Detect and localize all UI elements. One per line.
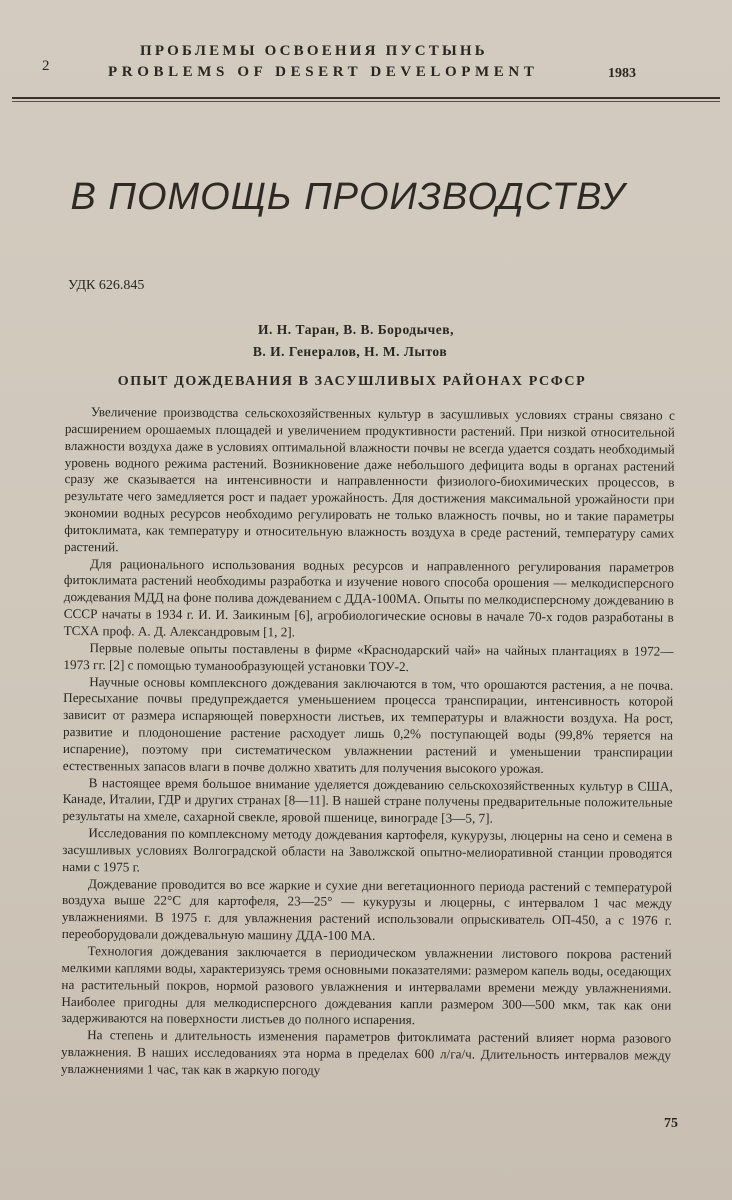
- footer-page-number: 75: [664, 1116, 678, 1131]
- journal-title-en: PROBLEMS OF DESERT DEVELOPMENT: [108, 64, 539, 80]
- paragraph: На степень и длительность изменения параметров фитоклимата растений влияет норма разового увлажнения. В наших исследованиях эта норма в пределах 600 л/га/ч. Длительность интервалов между увлажнениями 1 час, так как в жаркую погоду: [60, 1027, 672, 1078]
- udc-code: УДК 626.845: [68, 278, 145, 293]
- header-rule: [12, 97, 720, 99]
- paragraph: Увеличение производства сельскохозяйственных культур в засушливых условиях страны связано с расширением орошаемых площадей и увеличением продуктивности растений. При низкой относительной влажности воздуха даже в условиях оптимальной влажности почвы не всегда удается создать необходимый уровень водного режима растений. Возникновение даже небольшого дефицита воды в органах растений сразу же сказывается на интенсивности и направленности физиолого-биохимических процессов, в результате чего замедляется рост и падает урожайность. Для достижения максимальной урожайности при экономии водных ресурсов необходимо регулировать не только влажность почвы, но и такие параметры фитоклимата, как температуру и относительную влажность воздуха в среде растений, температуру самих растений.: [64, 404, 675, 555]
- paragraph: Научные основы комплексного дождевания заключаются в том, что орошаются растения, а не почва. Пересыхание почвы предупреждается уменьшением процесса транспирации, интенсивность которой зависит от размера испаряющей поверхности листьев, их температуры и влажности воздуха. На рост, развитие и плодоношение растение расходует лишь 0,2% поступающей воды (99,8% теряется на испарение), поэтому при систематическом увлажнении растений и уменьшении транспирации естественных запасов влаги в почве должно хватить для получения высокого урожая.: [62, 673, 674, 776]
- journal-title-ru: ПРОБЛЕМЫ ОСВОЕНИЯ ПУСТЫНЬ: [140, 43, 488, 59]
- running-header: [0, 38, 732, 98]
- header-year: 1983: [608, 66, 636, 81]
- article-body: [61, 404, 675, 1081]
- paragraph: Исследования по комплексному методу дождевания картофеля, кукурузы, люцерны на сено и семена в засушливых условиях Волгоградской области на Заволжской опытно-мелиоративной станции проводятся нами с 1975 г.: [62, 825, 673, 875]
- authors-line-1: И. Н. Таран, В. В. Бородычев,: [258, 322, 454, 337]
- header-rule-thin: [12, 101, 720, 102]
- paragraph: Для рационального использования водных ресурсов и направленного регулирования параметров фитоклимата растений необходимы разработка и изучение нового способа орошения — мелкодисперсного дождевания МДД на фоне полива дождеванием с ДДА-100МА. Опыты по мелкодисперсному дождеванию в СССР начаты в 1934 г. И. И. Заикиным [6], агробиологические основы в начале 70-х годов разработаны в ТСХА проф. А. Д. Александровым [1, 2].: [63, 555, 675, 640]
- paragraph: Технология дождевания заключается в периодическом увлажнении листового покрова растений мелкими каплями воды, характеризуясь тремя основными показателями: размером капель воды, оседающих на растительный покров, нормой разового увлажнения и интервалами времени между увлажнениями. Наиболее пригодны для мелкодисперсного дождевания капли размером 300—500 мкм, так как они задерживаются на поверхности листьев до полного испарения.: [61, 943, 672, 1028]
- article-title: ОПЫТ ДОЖДЕВАНИЯ В ЗАСУШЛИВЫХ РАЙОНАХ РСФСР: [117, 374, 587, 389]
- header-page-number: 2: [42, 58, 50, 74]
- paragraph: В настоящее время большое внимание уделяется дождеванию сельскохозяйственных культур в США, Канаде, Италии, ГДР и других странах [8—11]. В нашей стране получены предварительные положительные результаты на хмеле, сахарной свекле, яровой пшенице, винограде [3—5, 7].: [62, 774, 673, 826]
- authors-line-2: В. И. Генералов, Н. М. Лытов: [252, 344, 448, 359]
- paragraph: Первые полевые опыты поставлены в фирме «Краснодарский чай» на чайных плантациях в 1972—1973 гг. [2] с помощью туманообразующей установки ТОУ-2.: [63, 639, 674, 674]
- paragraph: Дождевание проводится во все жаркие и сухие дни вегетационного периода растений с температурой воздуха выше 22°С для картофеля, 23—25° — кукурузы и люцерны, с интервалом 1 час между увлажнениями. В 1975 г. для увлажнения растений использовали опрыскиватель ОП-450, а с 1976 г. переоборудовали дождевальную машину ДДА-100 МА.: [61, 875, 673, 944]
- section-title: В ПОМОЩЬ ПРОИЗВОДСТВУ: [70, 176, 626, 218]
